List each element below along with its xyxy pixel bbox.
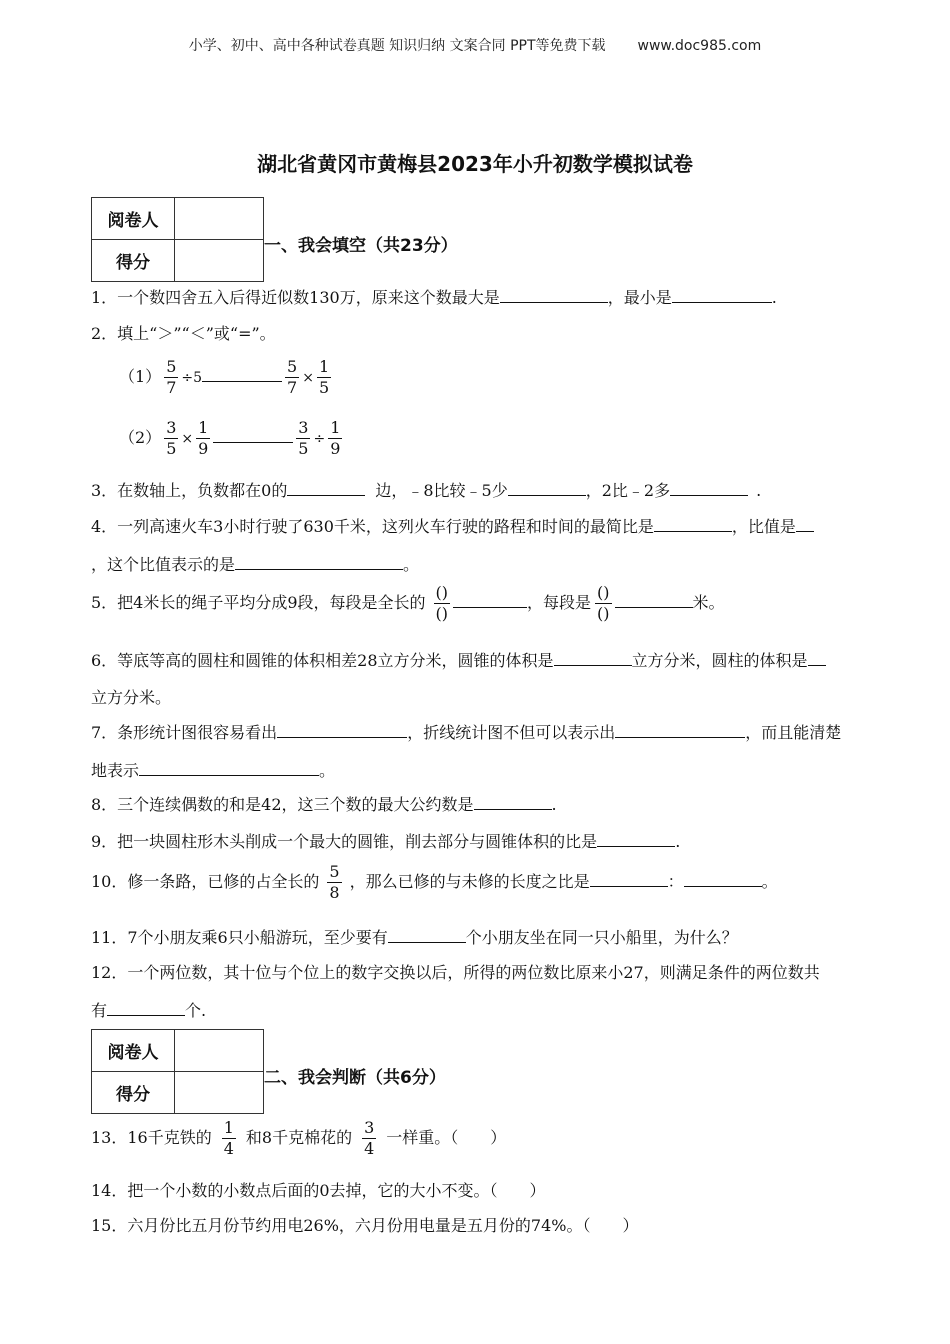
question-8: 8．三个连续偶数的和是42，这三个数的最大公约数是 . [91,795,557,814]
answer-blank[interactable] [235,555,403,570]
question-4: 4．一列高速火车3小时行驶了630千米，这列火车行驶的路程和时间的最简比是 ，比值是 [91,514,814,537]
answer-blank[interactable] [508,481,586,496]
question-5: 5．把4米长的绳子平均分成9段，每段是全长的 $\frac{()}{()}$ ，每段是 $\frac{()}{()}$ 米。 [91,583,725,623]
answer-blank[interactable] [213,428,293,443]
answer-blank[interactable] [453,593,527,608]
fraction-blank: $\frac{()}{()}$ [435,583,449,623]
question-12: 12．一个两位数，其十位与个位上的数字交换以后，所得的两位数比原来小27，则满足条件的两位数共 [91,963,820,982]
score-box-2 [91,1029,264,1114]
question-9: 9．把一块圆柱形木头削成一个最大的圆锥，削去部分与圆锥体积的比是 . [91,832,681,851]
answer-blank[interactable] [684,872,762,887]
answer-blank[interactable] [654,517,732,532]
question-14: 14．把一个小数的小数点后面的0去掉，它的大小不变。（ ） [91,1181,546,1200]
question-2-part-2: （2） $\frac{3}{5}$ × $\frac{1}{9}$ $\frac{3}{5}$ ÷ $\frac{1}{9}$ [119,418,341,458]
fraction: $\frac{1}{9}$ [330,418,341,458]
score-label: 得分 [92,1072,175,1114]
exam-title: 湖北省黄冈市黄梅县2023年小升初数学模拟试卷 [257,152,693,176]
score-cell [175,240,264,282]
answer-blank[interactable] [202,367,282,382]
answer-blank[interactable] [277,723,407,738]
question-13: 13．16千克铁的 $\frac{1}{4}$ 和8千克棉花的 $\frac{3}{4}$ 一样重。（ ） [91,1118,507,1158]
reviewer-label: 阅卷人 [92,198,175,240]
fraction-blank: $\frac{()}{()}$ [597,583,610,623]
question-1: 1．一个数四舍五入后得近似数130万，原来这个数最大是 ，最小是 . [91,288,777,307]
question-6-cont: 立方分米。 [91,688,172,707]
answer-blank[interactable] [388,928,466,943]
question-4-cont: ，这个比值表示的是 。 [91,555,420,574]
section-1-heading: 一、我会填空（共23分） [264,236,458,256]
answer-blank[interactable] [672,288,772,303]
question-7: 7．条形统计图很容易看出 ，折线统计图不但可以表示出 ，而且能清楚 [91,723,842,742]
score-box-1 [91,197,264,282]
answer-blank[interactable] [139,761,319,776]
fraction: $\frac{3}{4}$ [364,1118,375,1158]
fraction: $\frac{5}{8}$ [329,862,340,902]
question-11: 11．7个小朋友乘6只小船游玩，至少要有 个小朋友坐在同一只小船里，为什么？ [91,928,738,947]
header-text: 小学、初中、高中各种试卷真题 知识归纳 文案合同 PPT等免费下载 [188,38,606,54]
fraction: $\frac{3}{5}$ [166,418,177,458]
answer-blank[interactable] [554,651,632,666]
fraction: $\frac{3}{5}$ [298,418,309,458]
question-2: 2．填上“＞”“＜”或“=”。 [91,324,276,343]
question-10: 10．修一条路，已修的占全长的 $\frac{5}{8}$ ，那么已修的与未修的长度之比是 ： 。 [91,862,778,902]
question-15: 15．六月份比五月份节约用电26%，六月份用电量是五月份的74%。（ ） [91,1216,639,1235]
question-6: 6．等底等高的圆柱和圆锥的体积相差28立方分米，圆锥的体积是 立方分米，圆柱的体积是 [91,648,826,671]
answer-blank[interactable] [500,288,608,303]
answer-blank[interactable] [107,1001,185,1016]
answer-blank[interactable] [287,481,365,496]
answer-blank[interactable] [474,795,552,810]
header-site[interactable]: www.doc985.com [637,38,762,54]
answer-blank[interactable] [615,593,693,608]
answer-blank[interactable] [615,723,745,738]
answer-blank[interactable] [670,481,748,496]
page-header [0,35,950,55]
score-label: 得分 [92,240,175,282]
fraction: $\frac{1}{9}$ [198,418,209,458]
fraction: $\frac{1}{4}$ [223,1118,234,1158]
question-12-cont: 有 个. [91,1001,207,1020]
question-2-part-1: （1） $\frac{5}{7}$ ÷5 $\frac{5}{7}$ × $\frac{1}{5}$ [119,357,330,397]
answer-blank[interactable] [590,872,668,887]
reviewer-cell [175,1030,264,1072]
fraction: $\frac{5}{7}$ [166,357,177,397]
answer-blank[interactable] [808,651,826,666]
fraction: $\frac{5}{7}$ [287,357,298,397]
section-2-heading: 二、我会判断（共6分） [264,1068,446,1088]
question-7-cont: 地表示 。 [91,761,336,780]
score-cell [175,1072,264,1114]
answer-blank[interactable] [796,517,814,532]
reviewer-cell [175,198,264,240]
answer-blank[interactable] [597,832,675,847]
question-3: 3．在数轴上，负数都在0的 边，﹣8比较﹣5少 ，2比﹣2多 . [91,481,762,500]
reviewer-label: 阅卷人 [92,1030,175,1072]
fraction: $\frac{1}{5}$ [318,357,330,397]
